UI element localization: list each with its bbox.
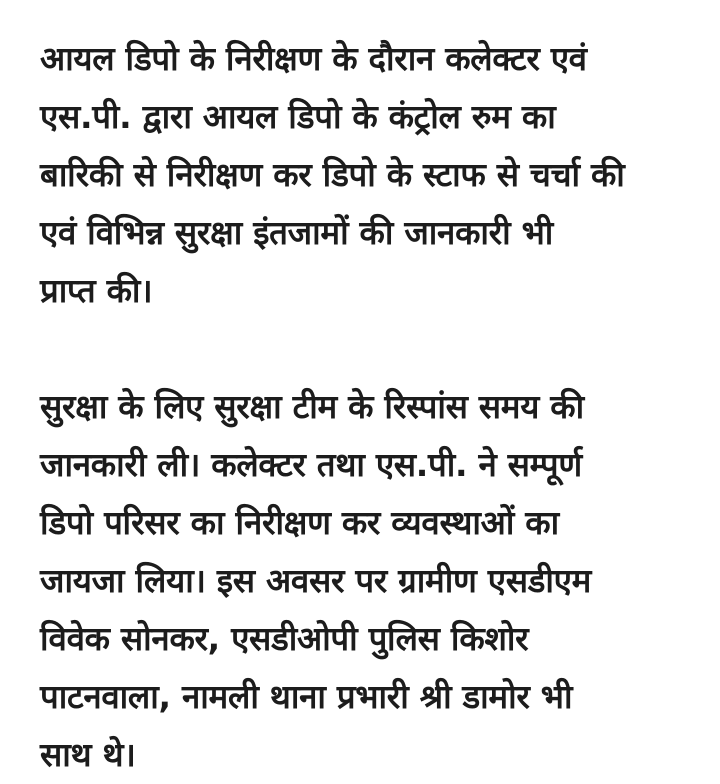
text-line: एस.पी. द्वारा आयल डिपो के कंट्रोल रुम का bbox=[40, 97, 556, 136]
text-line: साथ थे। bbox=[40, 735, 136, 774]
text-line: प्राप्त की। bbox=[40, 271, 153, 310]
text-line: बारिकी से निरीक्षण कर डिपो के स्टाफ से चर्चा की bbox=[40, 155, 625, 194]
text-line: पाटनवाला, नामली थाना प्रभारी श्री डामोर भी bbox=[40, 677, 573, 716]
text-line: आयल डिपो के निरीक्षण के दौरान कलेक्टर एवं bbox=[40, 39, 587, 78]
text-line: एवं विभिन्न सुरक्षा इंतजामों की जानकारी भी bbox=[40, 213, 554, 252]
paragraph-security-review bbox=[40, 378, 710, 784]
text-line: डिपो परिसर का निरीक्षण कर व्यवस्थाओं का bbox=[40, 503, 559, 542]
text-line: जानकारी ली। कलेक्टर तथा एस.पी. ने सम्पूर्ण bbox=[40, 445, 582, 484]
article-body bbox=[40, 30, 710, 784]
text-line: जायजा लिया। इस अवसर पर ग्रामीण एसडीएम bbox=[40, 561, 592, 600]
text-line: सुरक्षा के लिए सुरक्षा टीम के रिस्पांस समय की bbox=[40, 387, 584, 426]
paragraph-inspection bbox=[40, 30, 710, 320]
text-line: विवेक सोनकर, एसडीओपी पुलिस किशोर bbox=[40, 619, 529, 658]
